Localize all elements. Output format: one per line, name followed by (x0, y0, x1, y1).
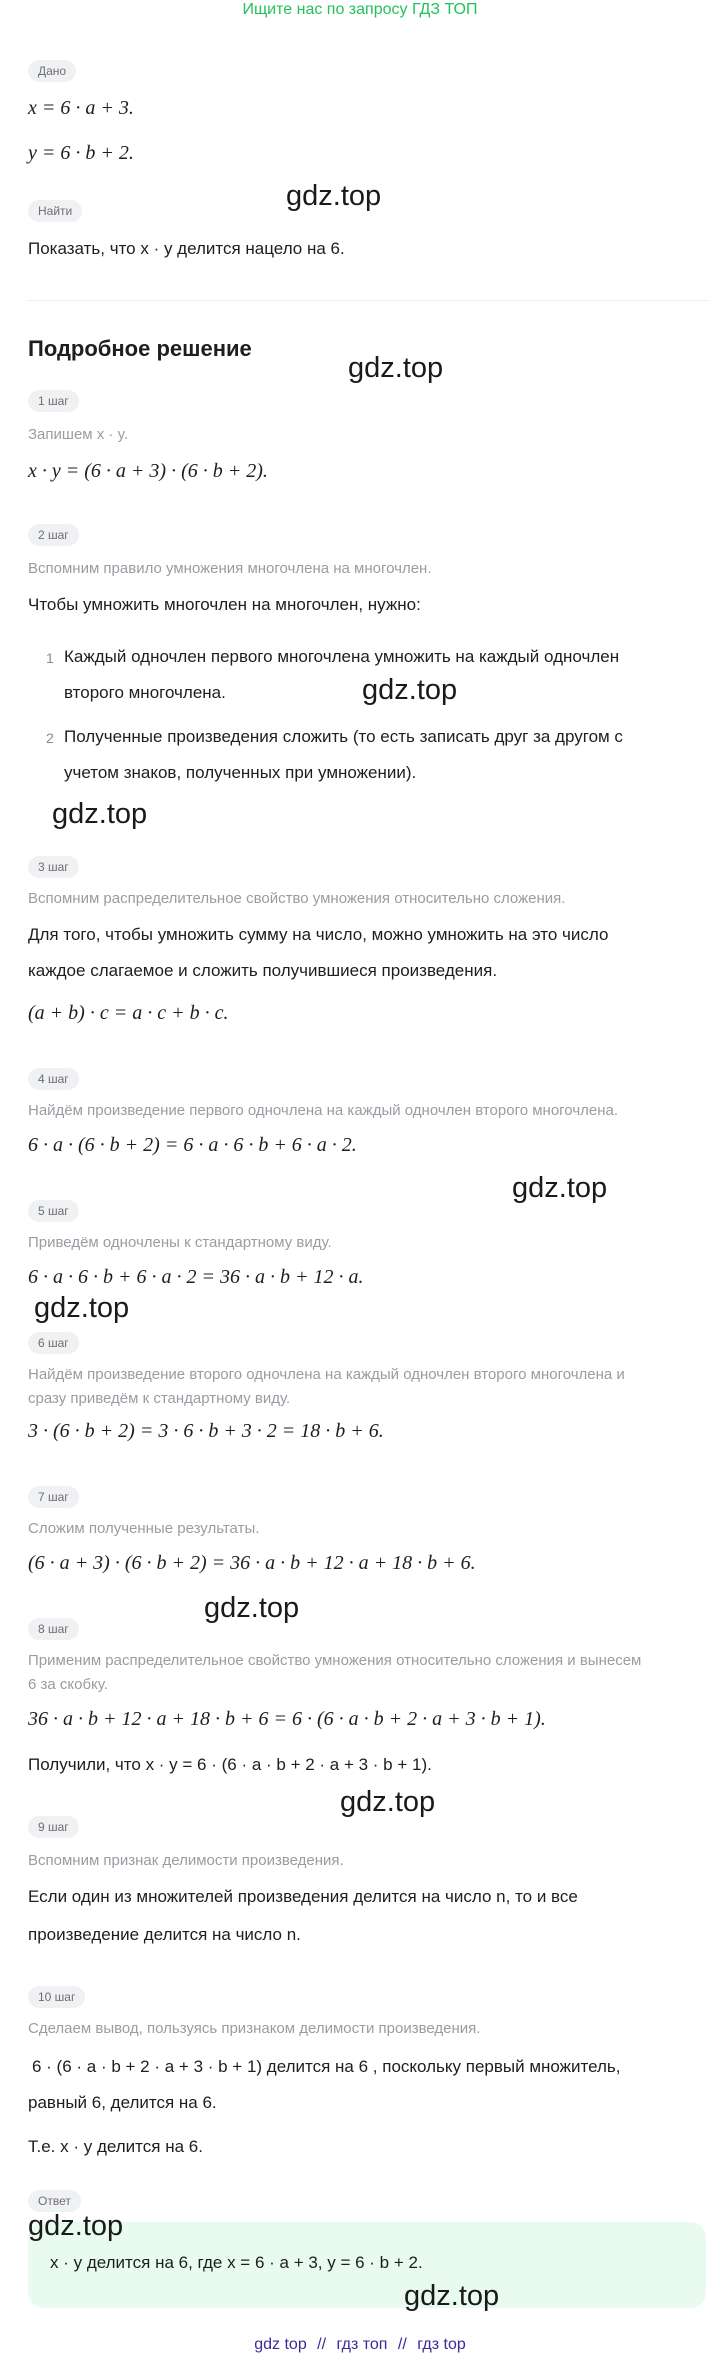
watermark: gdz.top (52, 798, 148, 830)
find-badge: Найти (28, 200, 82, 222)
footer-links (0, 2336, 720, 2354)
step-3-formula: (a + b) · c = a · c + b · c. (28, 1002, 229, 1024)
watermark: gdz.top (204, 1592, 300, 1624)
step-9-hint: Вспомним признак делимости произведения. (28, 1852, 344, 1869)
watermark: gdz.top (512, 1172, 608, 1204)
step-8-badge: 8 шаг (28, 1618, 79, 1640)
step-2-badge: 2 шаг (28, 524, 79, 546)
step-8-hint-line2: 6 за скобку. (28, 1676, 108, 1693)
step-5-hint: Приведём одночлены к стандартному виду. (28, 1234, 332, 1251)
step-6-badge: 6 шаг (28, 1332, 79, 1354)
footer-link-gdz-top-ru[interactable]: гдз топ (336, 2336, 388, 2353)
step-8-hint-line1: Применим распределительное свойство умножения относительно сложения и вынесем (28, 1652, 642, 1669)
step-3-badge: 3 шаг (28, 856, 79, 878)
top-banner[interactable]: Ищите нас по запросу ГДЗ ТОП (242, 1, 478, 18)
list-item-1-line2: второго многочлена. (64, 683, 226, 702)
watermark: gdz.top (286, 180, 382, 212)
step-1-formula: x · y = (6 · a + 3) · (6 · b + 2). (28, 460, 268, 482)
step-3-hint: Вспомним распределительное свойство умножения относительно сложения. (28, 890, 566, 907)
list-item-1-number: 1 (46, 650, 54, 666)
step-1-hint: Запишем x · y. (28, 426, 129, 443)
section-divider (28, 300, 708, 301)
footer-link-gdz-top[interactable]: gdz top (254, 2336, 307, 2353)
list-item-1-line1: Каждый одночлен первого многочлена умножить на каждый одночлен (64, 647, 620, 666)
watermark: gdz.top (34, 1292, 130, 1324)
step-7-badge: 7 шаг (28, 1486, 79, 1508)
step-10-text-line3: Т.е. x · y делится на 6. (28, 2137, 203, 2156)
list-item-2-line2: учетом знаков, полученных при умножении). (64, 763, 417, 782)
step-10-badge: 10 шаг (28, 1986, 85, 2008)
given-y-formula: y = 6 · b + 2. (28, 142, 134, 164)
step-6-formula: 3 · (6 · b + 2) = 3 · 6 · b + 3 · 2 = 18 · b + 6. (28, 1420, 384, 1442)
step-10-text-line2: равный 6, делится на 6. (28, 2093, 217, 2112)
step-7-formula: (6 · a + 3) · (6 · b + 2) = 36 · a · b + 12 · a + 18 · b + 6. (28, 1552, 476, 1574)
answer-text: x · y делится на 6, где x = 6 · a + 3, y = 6 · b + 2. (50, 2253, 423, 2272)
watermark: gdz.top (28, 2210, 124, 2242)
watermark: gdz.top (404, 2280, 500, 2312)
step-5-formula: 6 · a · 6 · b + 6 · a · 2 = 36 · a · b + 12 · a. (28, 1266, 364, 1288)
step-8-formula: 36 · a · b + 12 · a + 18 · b + 6 = 6 · (6 · a · b + 2 · a + 3 · b + 1). (28, 1708, 546, 1730)
step-5-badge: 5 шаг (28, 1200, 79, 1222)
step-2-hint: Вспомним правило умножения многочлена на многочлен. (28, 560, 432, 577)
given-x-formula: x = 6 · a + 3. (28, 97, 134, 119)
watermark: gdz.top (340, 1786, 436, 1818)
step-6-hint-line1: Найдём произведение второго одночлена на каждый одночлен второго многочлена и (28, 1366, 625, 1383)
step-6-hint-line2: сразу приведём к стандартному виду. (28, 1390, 291, 1407)
step-4-badge: 4 шаг (28, 1068, 79, 1090)
step-10-text-line1: 6 · (6 · a · b + 2 · a + 3 · b + 1) делится на 6 , поскольку первый множитель, (32, 2057, 621, 2076)
footer-link-gdz-top-mixed[interactable]: гдз top (417, 2336, 466, 2353)
step-3-text-line2: каждое слагаемое и сложить получившиеся произведения. (28, 961, 498, 980)
footer-separator: // (317, 2336, 327, 2353)
step-9-text-line2: произведение делится на число n. (28, 1925, 301, 1944)
step-9-text-line1: Если один из множителей произведения делится на число n, то и все (28, 1887, 578, 1906)
step-2-text: Чтобы умножить многочлен на многочлен, нужно: (28, 595, 421, 614)
watermark: gdz.top (362, 674, 458, 706)
list-item-2-line1: Полученные произведения сложить (то есть записать друг за другом с (64, 727, 623, 746)
step-4-hint: Найдём произведение первого одночлена на каждый одночлен второго многочлена. (28, 1102, 619, 1119)
given-badge: Дано (28, 60, 76, 82)
solution-title: Подробное решение (28, 336, 252, 361)
step-1-badge: 1 шаг (28, 390, 79, 412)
step-9-badge: 9 шаг (28, 1816, 79, 1838)
watermark: gdz.top (348, 352, 444, 384)
step-3-text-line1: Для того, чтобы умножить сумму на число, можно умножить на это число (28, 925, 609, 944)
step-8-conclusion: Получили, что x · y = 6 · (6 · a · b + 2 · a + 3 · b + 1). (28, 1755, 432, 1774)
answer-badge: Ответ (28, 2190, 81, 2212)
step-10-hint: Сделаем вывод, пользуясь признаком делимости произведения. (28, 2020, 481, 2037)
step-7-hint: Сложим полученные результаты. (28, 1520, 260, 1537)
find-text: Показать, что x · y делится нацело на 6. (28, 239, 345, 258)
step-4-formula: 6 · a · (6 · b + 2) = 6 · a · 6 · b + 6 · a · 2. (28, 1134, 357, 1156)
footer-separator: // (397, 2336, 407, 2353)
list-item-2-number: 2 (46, 730, 54, 746)
